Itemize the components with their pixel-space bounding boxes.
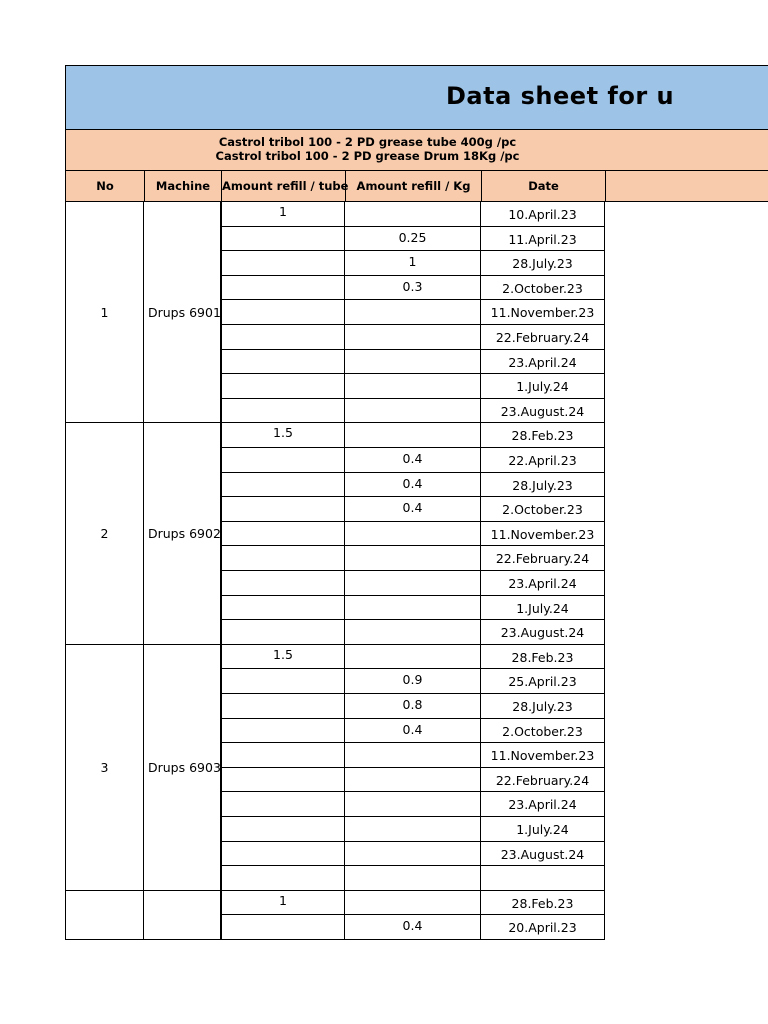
product-line-drum: Castrol tribol 100 - 2 PD grease Drum 18Kg /pc — [215, 149, 520, 163]
date-cell[interactable]: 23.August.24 — [481, 399, 605, 424]
amount-kg-cell[interactable]: 1 — [345, 251, 481, 276]
date-cell[interactable]: 11.April.23 — [481, 227, 605, 252]
product-info-band — [65, 130, 768, 171]
amount-kg-cell[interactable] — [345, 399, 481, 424]
amount-kg-cell[interactable] — [345, 522, 481, 547]
column-header-no[interactable]: No — [66, 171, 145, 201]
amount-tube-cell[interactable] — [221, 743, 345, 768]
date-cell[interactable]: 2.October.23 — [481, 497, 605, 522]
amount-tube-cell[interactable] — [221, 768, 345, 793]
date-cell[interactable]: 22.February.24 — [481, 546, 605, 571]
date-cell[interactable]: 11.November.23 — [481, 300, 605, 325]
date-cell[interactable]: 1.July.24 — [481, 817, 605, 842]
date-cell[interactable]: 28.Feb.23 — [481, 645, 605, 670]
amount-kg-cell[interactable] — [345, 546, 481, 571]
amount-kg-cell[interactable]: 0.8 — [345, 694, 481, 719]
date-cell[interactable]: 11.November.23 — [481, 743, 605, 768]
amount-tube-cell[interactable]: 1 — [221, 891, 345, 916]
amount-tube-cell[interactable] — [221, 251, 345, 276]
machine-cell[interactable]: Drups 6902 — [144, 423, 221, 644]
amount-tube-cell[interactable]: 1.5 — [221, 423, 345, 448]
amount-kg-cell[interactable] — [345, 423, 481, 448]
amount-kg-cell[interactable] — [345, 817, 481, 842]
date-cell[interactable]: 1.July.24 — [481, 374, 605, 399]
amount-tube-cell[interactable]: 1.5 — [221, 645, 345, 670]
no-cell[interactable]: 1 — [65, 202, 144, 423]
amount-tube-cell[interactable] — [221, 374, 345, 399]
date-cell[interactable] — [481, 866, 605, 891]
amount-tube-cell[interactable] — [221, 350, 345, 375]
amount-tube-cell[interactable] — [221, 473, 345, 498]
date-cell[interactable]: 23.August.24 — [481, 842, 605, 867]
date-cell[interactable]: 20.April.23 — [481, 915, 605, 940]
amount-tube-cell[interactable] — [221, 596, 345, 621]
amount-tube-cell[interactable] — [221, 842, 345, 867]
amount-kg-cell[interactable] — [345, 842, 481, 867]
column-header-machine[interactable]: Machine — [145, 171, 222, 201]
date-cell[interactable]: 22.February.24 — [481, 325, 605, 350]
amount-tube-cell[interactable] — [221, 915, 345, 940]
title-band — [65, 65, 768, 130]
date-cell[interactable]: 28.Feb.23 — [481, 423, 605, 448]
no-cell[interactable]: 3 — [65, 645, 144, 891]
amount-tube-cell[interactable] — [221, 399, 345, 424]
amount-kg-cell[interactable] — [345, 350, 481, 375]
amount-tube-cell[interactable] — [221, 325, 345, 350]
amount-kg-cell[interactable] — [345, 620, 481, 645]
date-cell[interactable]: 2.October.23 — [481, 276, 605, 301]
date-cell[interactable]: 22.April.23 — [481, 448, 605, 473]
amount-tube-cell[interactable] — [221, 817, 345, 842]
machine-cell[interactable] — [144, 891, 221, 940]
date-cell[interactable]: 28.July.23 — [481, 473, 605, 498]
column-header-date[interactable]: Date — [482, 171, 606, 201]
amount-kg-cell[interactable]: 0.4 — [345, 497, 481, 522]
amount-kg-cell[interactable] — [345, 374, 481, 399]
amount-tube-cell[interactable] — [221, 792, 345, 817]
date-cell[interactable]: 11.November.23 — [481, 522, 605, 547]
amount-kg-cell[interactable]: 0.4 — [345, 719, 481, 744]
date-cell[interactable]: 22.February.24 — [481, 768, 605, 793]
amount-tube-cell[interactable] — [221, 866, 345, 891]
amount-kg-cell[interactable] — [345, 891, 481, 916]
amount-kg-cell[interactable]: 0.9 — [345, 669, 481, 694]
sheet-title: Data sheet for u — [446, 82, 675, 110]
amount-kg-cell[interactable]: 0.4 — [345, 448, 481, 473]
amount-tube-cell[interactable] — [221, 669, 345, 694]
machine-cell[interactable]: Drups 6901 — [144, 202, 221, 423]
amount-kg-cell[interactable] — [345, 596, 481, 621]
amount-kg-cell[interactable] — [345, 571, 481, 596]
amount-tube-cell[interactable] — [221, 620, 345, 645]
amount-tube-cell[interactable]: 1 — [221, 202, 345, 227]
date-cell[interactable]: 28.Feb.23 — [481, 891, 605, 916]
amount-tube-cell[interactable] — [221, 694, 345, 719]
amount-tube-cell[interactable] — [221, 546, 345, 571]
amount-kg-cell[interactable] — [345, 743, 481, 768]
amount-kg-cell[interactable] — [345, 866, 481, 891]
date-cell[interactable]: 23.April.24 — [481, 350, 605, 375]
no-cell[interactable]: 2 — [65, 423, 144, 644]
date-cell[interactable]: 23.August.24 — [481, 620, 605, 645]
no-cell[interactable] — [65, 891, 144, 940]
amount-kg-cell[interactable] — [345, 645, 481, 670]
amount-kg-cell[interactable] — [345, 792, 481, 817]
column-header-amount-tube[interactable]: Amount refill / tube — [222, 171, 346, 201]
amount-kg-cell[interactable] — [345, 325, 481, 350]
date-cell[interactable]: 28.July.23 — [481, 251, 605, 276]
amount-tube-cell[interactable] — [221, 227, 345, 252]
amount-kg-cell[interactable] — [345, 768, 481, 793]
amount-kg-cell[interactable] — [345, 202, 481, 227]
date-cell[interactable]: 2.October.23 — [481, 719, 605, 744]
date-cell[interactable]: 25.April.23 — [481, 669, 605, 694]
machine-cell[interactable]: Drups 6903 — [144, 645, 221, 891]
column-header-amount-kg[interactable]: Amount refill / Kg — [346, 171, 482, 201]
amount-tube-cell[interactable] — [221, 571, 345, 596]
date-cell[interactable]: 10.April.23 — [481, 202, 605, 227]
amount-kg-cell[interactable]: 0.25 — [345, 227, 481, 252]
amount-tube-cell[interactable] — [221, 300, 345, 325]
date-cell[interactable]: 1.July.24 — [481, 596, 605, 621]
column-header-row — [65, 171, 768, 202]
amount-tube-cell[interactable] — [221, 497, 345, 522]
amount-kg-cell[interactable] — [345, 300, 481, 325]
amount-kg-cell[interactable]: 0.3 — [345, 276, 481, 301]
amount-kg-cell[interactable]: 0.4 — [345, 473, 481, 498]
amount-tube-cell[interactable] — [221, 276, 345, 301]
amount-tube-cell[interactable] — [221, 448, 345, 473]
date-cell[interactable]: 23.April.24 — [481, 571, 605, 596]
date-cell[interactable]: 28.July.23 — [481, 694, 605, 719]
amount-tube-cell[interactable] — [221, 719, 345, 744]
amount-tube-cell[interactable] — [221, 522, 345, 547]
amount-kg-cell[interactable]: 0.4 — [345, 915, 481, 940]
date-cell[interactable]: 23.April.24 — [481, 792, 605, 817]
product-line-tube: Castrol tribol 100 - 2 PD grease tube 400g /pc — [218, 135, 517, 149]
